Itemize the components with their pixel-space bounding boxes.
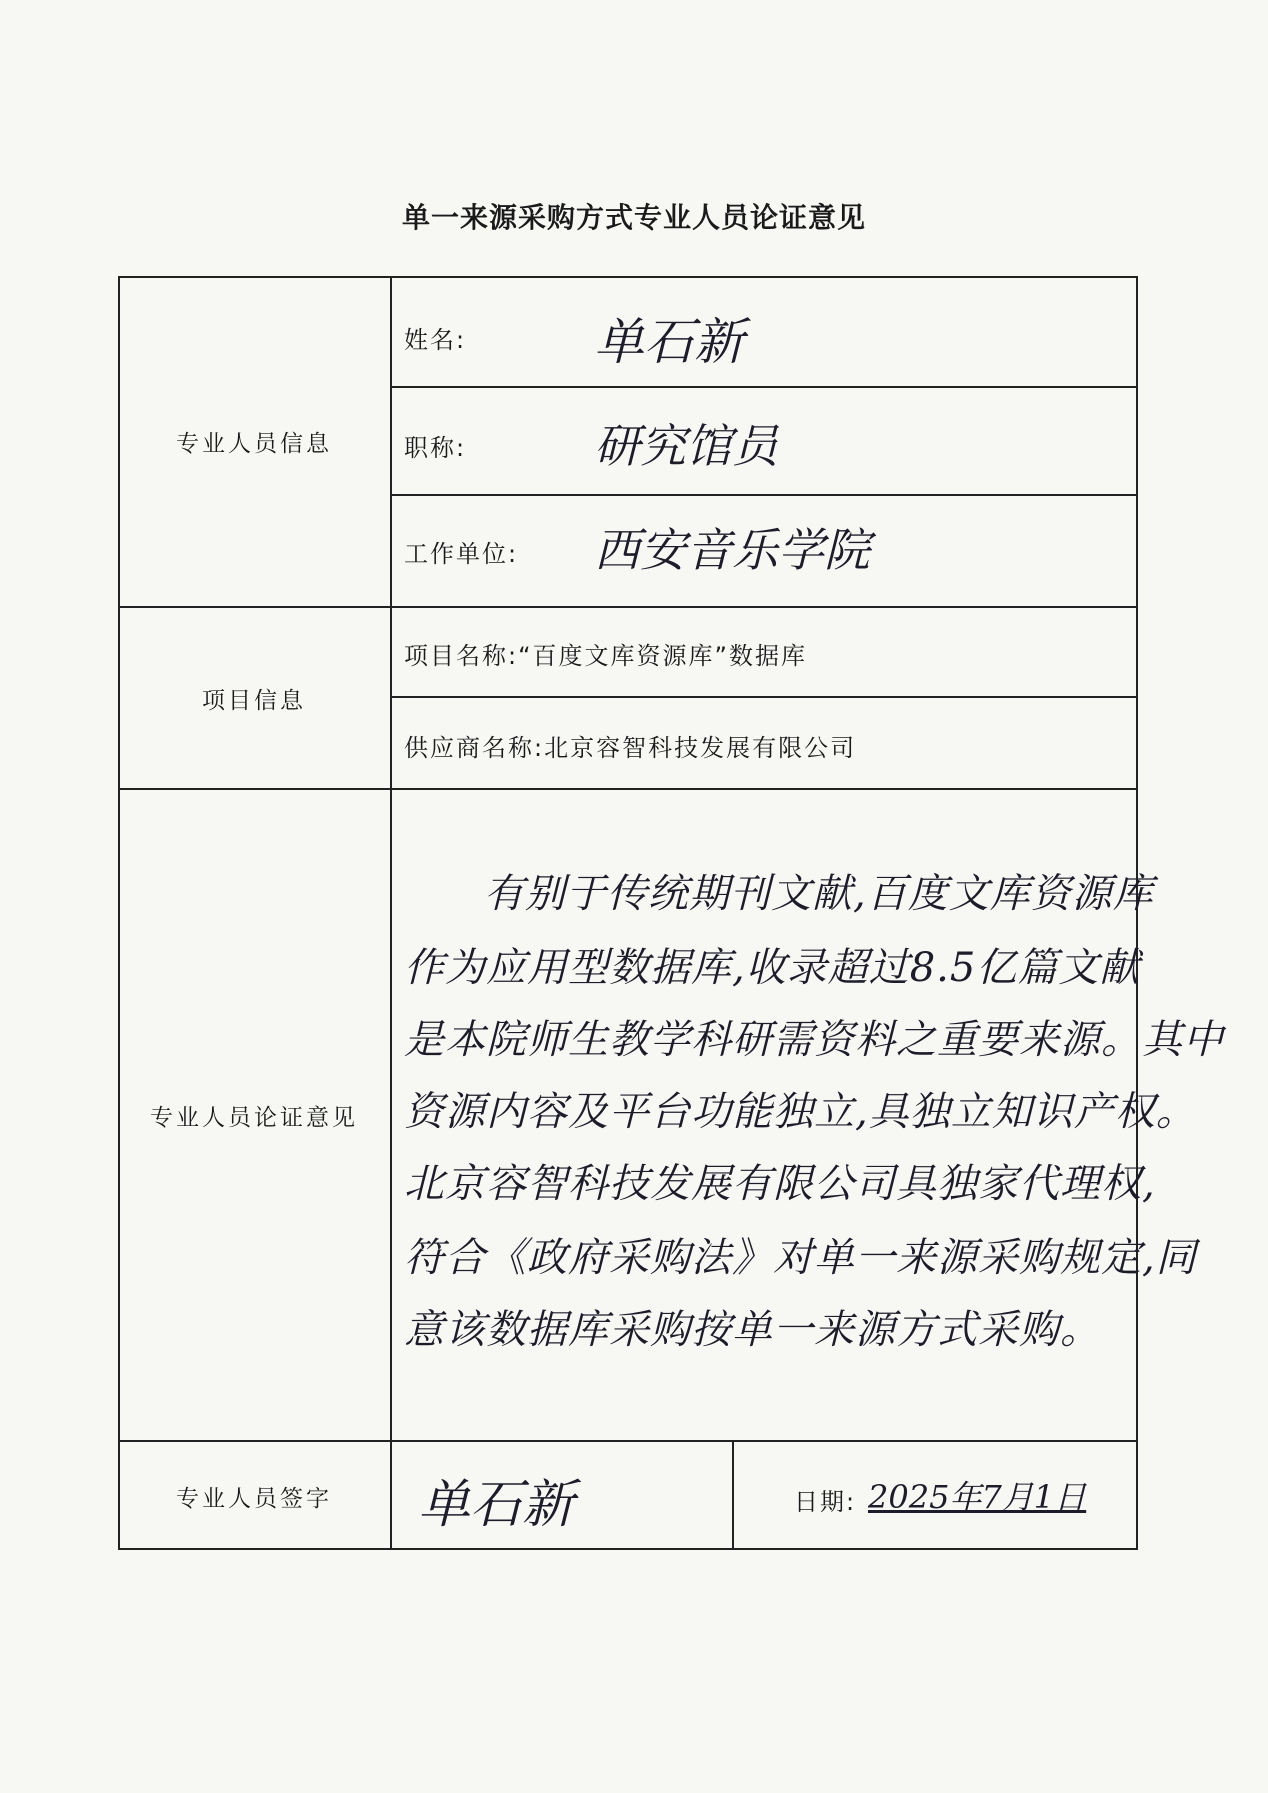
signature-value: 单石新 [418,1475,575,1535]
name-value: 单石新 [594,313,744,371]
opinion-line: 有别于传统期刊文献,百度文库资源库 [484,871,1154,917]
section-label-personnel: 专业人员信息 [176,430,332,457]
column-divider [732,1440,734,1550]
opinion-text [404,790,1224,1440]
section-label-opinion: 专业人员论证意见 [150,1104,358,1131]
date-label: 日期: [794,1488,857,1516]
opinion-form [118,276,1224,1550]
employer-value: 西安音乐学院 [594,523,870,577]
date-value: 2025年7月1日 [868,1478,1087,1516]
employer-label: 工作单位: [404,540,519,568]
opinion-line: 北京容智科技发展有限公司具独家代理权, [404,1161,1156,1207]
opinion-line: 作为应用型数据库,收录超过8.5亿篇文献 [404,945,1141,991]
document-title: 单一来源采购方式专业人员论证意见 [401,201,866,234]
section-label-signature: 专业人员签字 [176,1485,332,1512]
row-divider [390,386,1138,388]
opinion-line: 是本院师生教学科研需资料之重要来源。其中 [404,1017,1224,1063]
supplier-name: 供应商名称:北京容智科技发展有限公司 [404,734,857,762]
title-value: 研究馆员 [594,419,778,473]
section-label-project: 项目信息 [202,687,306,714]
name-label: 姓名: [404,326,467,354]
column-divider [390,276,392,1550]
row-divider [390,696,1138,698]
project-name: 项目名称:“百度文库资源库”数据库 [404,642,807,670]
opinion-line: 意该数据库采购按单一来源方式采购。 [404,1307,1101,1353]
opinion-line: 符合《政府采购法》对单一来源采购规定,同 [404,1235,1197,1281]
opinion-line: 资源内容及平台功能独立,具独立知识产权。 [404,1089,1197,1135]
title-label: 职称: [404,434,467,462]
row-divider [390,494,1138,496]
